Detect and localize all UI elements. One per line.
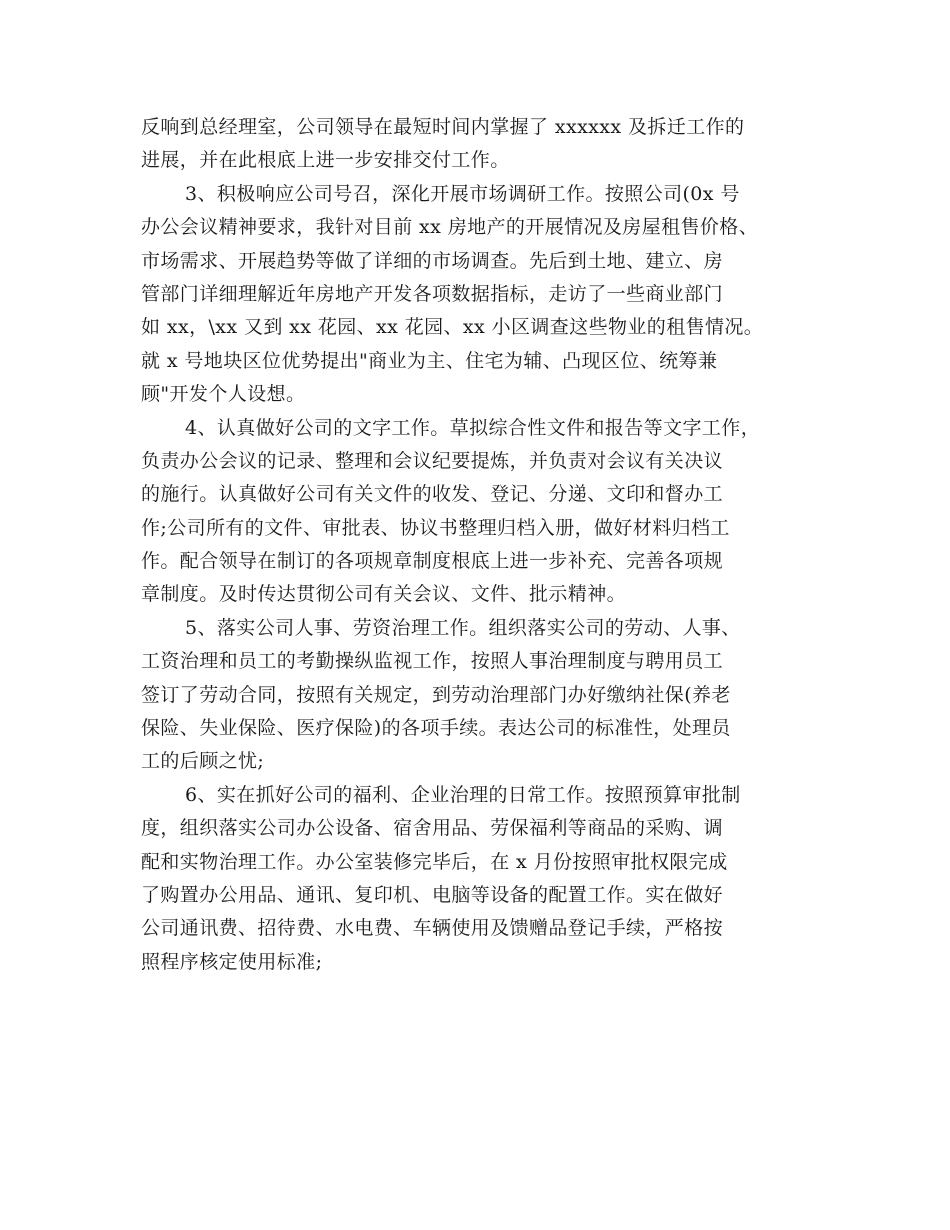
paragraph-first-line: 3、积极响应公司号召，深化开展市场调研工作。按照公司(0x 号 xyxy=(185,182,740,205)
text-line: 反响到总经理室，公司领导在最短时间内掌握了 xxxxxx 及拆迁工作的 xyxy=(141,116,745,138)
paragraph-first-line: 6、实在抓好公司的福利、企业治理的日常工作。按照预算审批制 xyxy=(185,783,741,806)
paragraph-first-line: 4、认真做好公司的文字工作。草拟综合性文件和报告等文字工作， xyxy=(185,416,761,439)
text-line: 章制度。及时传达贯彻公司有关会议、文件、批示精神。 xyxy=(141,583,627,606)
text-line: 就 x 号地块区位优势提出"商业为主、住宅为辅、凸现区位、统筹兼 xyxy=(141,349,718,372)
paragraph-first-line: 5、落实公司人事、劳资治理工作。组织落实公司的劳动、人事、 xyxy=(185,616,741,639)
text-line: 了购置办公用品、通讯、复印机、电脑等设备的配置工作。实在做好 xyxy=(141,883,724,906)
text-line: 负责办公会议的记录、整理和会议纪要提炼，并负责对会议有关决议 xyxy=(141,449,724,472)
text-line: 作。配合领导在制订的各项规章制度根底上进一步补充、完善各项规 xyxy=(141,550,724,573)
text-line: 签订了劳动合同，按照有关规定，到劳动治理部门办好缴纳社保(养老 xyxy=(141,683,731,706)
text-line: 顾"开发个人设想。 xyxy=(141,383,306,406)
text-line: 照程序核定使用标准; xyxy=(141,950,323,973)
text-line: 进展，并在此根底上进一步安排交付工作。 xyxy=(141,149,510,172)
text-line: 保险、失业保险、医疗保险)的各项手续。表达公司的标准性，处理员 xyxy=(141,717,731,740)
text-line: 办公会议精神要求，我针对目前 xx 房地产的开展情况及房屋租售价格、 xyxy=(141,216,759,239)
text-line: 管部门详细理解近年房地产开发各项数据指标，走访了一些商业部门 xyxy=(141,282,724,305)
text-line: 市场需求、开展趋势等做了详细的市场调查。先后到土地、建立、房 xyxy=(141,249,724,272)
text-line: 度，组织落实公司办公设备、宿舍用品、劳保福利等商品的采购、调 xyxy=(141,817,724,840)
text-line: 作;公司所有的文件、审批表、协议书整理归档入册，做好材料归档工 xyxy=(141,516,730,539)
document-body xyxy=(141,111,821,979)
text-line: 公司通讯费、招待费、水电费、车辆使用及馈赠品登记手续，严格按 xyxy=(141,917,724,940)
text-line: 如 xx，\xx 又到 xx 花园、xx 花园、xx 小区调查这些物业的租售情况。 xyxy=(141,316,764,339)
text-line: 工的后顾之忧; xyxy=(141,750,265,773)
text-line: 工资治理和员工的考勤操纵监视工作，按照人事治理制度与聘用员工 xyxy=(141,650,724,673)
text-line: 的施行。认真做好公司有关文件的收发、登记、分递、文印和督办工 xyxy=(141,483,724,506)
text-line: 配和实物治理工作。办公室装修完毕后，在 x 月份按照审批权限完成 xyxy=(141,850,728,873)
